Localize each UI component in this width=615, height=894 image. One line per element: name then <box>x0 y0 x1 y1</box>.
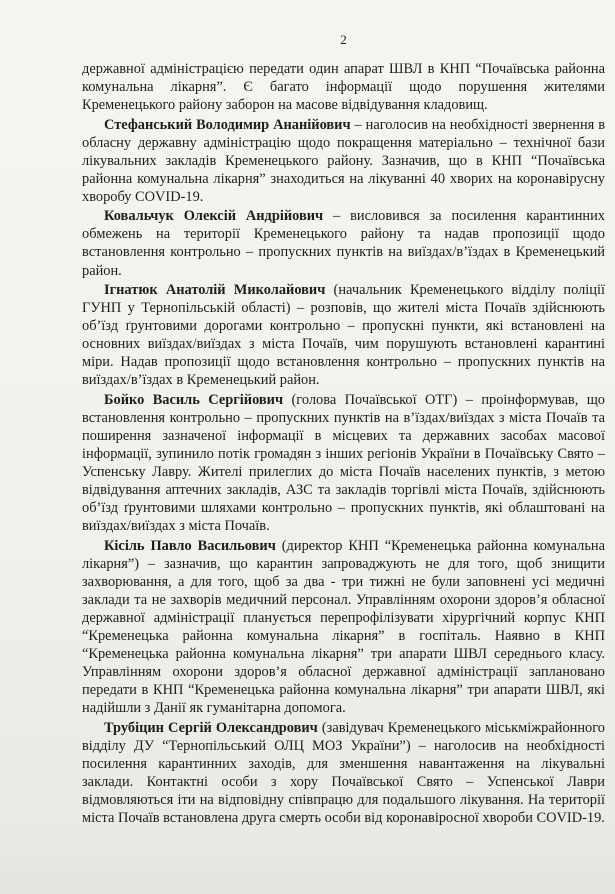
speaker-name: Ігнатюк Анатолій Миколайович <box>104 282 326 299</box>
paragraph-ihnatiuk <box>82 281 605 389</box>
speaker-name: Стефанський Володимир Ананійович <box>104 116 351 133</box>
paragraph-stefanskyi <box>82 116 605 206</box>
page-number: 2 <box>340 32 347 47</box>
speaker-name: Кісіль Павло Васильович <box>104 537 276 554</box>
paragraph-boiko <box>82 391 605 535</box>
speaker-name: Ковальчук Олексій Андрійович <box>104 208 324 225</box>
paragraph-trubitsyn <box>82 719 605 827</box>
paragraph-kisil <box>82 537 605 717</box>
paragraph-text: (начальник Кременецького відділу поліції ГУНП у Тернопільській області) – розповів, що жителі міста Почаїв здійснюють об’їзд ґрунтовими дорогами контрольно – пропускні пункти, які встановлені на основних виїздах/виїздах з міста Почаїв, чим порушують встановлені карантині міри. Надав пропозиції щодо встановлення контрольно – пропускних пунктів на виїздах/в’їздах в Кременецький район. <box>82 282 605 389</box>
document-body <box>82 60 605 827</box>
paper-shadow <box>0 834 615 894</box>
speaker-name: Бойко Василь Сергійович <box>104 391 284 408</box>
paragraph-text: державної адміністрацією передати один апарат ШВЛ в КНП “Почаївська районна комунальна лікарня”. Є багато інформації щодо порушення жителями Кременецького району заборон на масове відвідування кладовищ. <box>82 61 605 114</box>
paragraph-text: – наголосив на необхідності звернення в обласну державну адміністрацію щодо покращення матеріально – технічної бази лікувальних закладів Кременецького району. Зазначив, що в КНП “Почаївська районна комунальна лікарня” знаходиться на лікуванні 40 хворих на коронавірусну хворобу COVID-19. <box>82 116 606 205</box>
paragraph-text: – висловився за посилення карантинних обмежень на території Кременецького району та надав пропозиції щодо встановлення контрольно – пропускних пунктів на виїздах/в’їздах в Кременецький район. <box>82 208 605 279</box>
paragraph-text: (директор КНП “Кременецька районна комунальна лікарня”) – зазначив, що карантин запроваджують не для того, щоб знищити захворювання, а для того, щоб за два - три тижні не були заповнені усі медичні заклади та не захворів медичний персонал. Управлінням охорони здоров’я обласної державної адміністрації планується перепрофілізувати хірургічний корпус КНП “Кременецька районна комунальна лікарня” в госпіталь. Наявно в КНП “Кременецька районна комунальна лікарня” три апарати ШВЛ середнього класу. Управлінням охорони здоров’я обласної державної адміністрації заплановано передати в КНП “Кременецька районна комунальна лікарня” три апарати ШВЛ, які надійшли з Данії як гуманітарна допомога. <box>82 537 606 717</box>
speaker-name: Трубіцин Сергій Олександрович <box>104 719 318 736</box>
paragraph-text: (голова Почаївської ОТГ) – проінформував, що встановлення контрольно – пропускних пунктів на в’їздах/виїздах з міста Почаїв та поширення зазначеної інформації в місцевих та державних засобах масової інформації, зупинило потік громадян з інших регіонів України в Почаївську Свято – Успенську Лавру. Жителі прилеглих до міста Почаїв населених пунктів, з метою відвідування аптечних закладів, АЗС та закладів торгівлі міста Почаїв, здійснюють об’їзд ґрунтовими шляхами контрольно – пропускних пунктів, які облаштовані на виїздах/виїздах з міста Почаїв. <box>82 391 605 535</box>
paragraph-text: (завідувач Кременецького міськміжрайонного відділу ДУ “Тернопільський ОЛЦ МОЗ України”) – наголосив на необхідності посилення карантинних заходів, для зменшення навантаження на лікувальні заклади. Контактні особи з хору Почаївської Свято – Успенської Лаври відмовляються іти на відповідну співпрацю для подальшого лікування. На території міста Почаїв встановлена друга смерть особи від коронавіросної хвороби COVID-19. <box>82 719 605 826</box>
paragraph-continuation <box>82 60 605 114</box>
paragraph-kovalchuk <box>82 207 605 279</box>
